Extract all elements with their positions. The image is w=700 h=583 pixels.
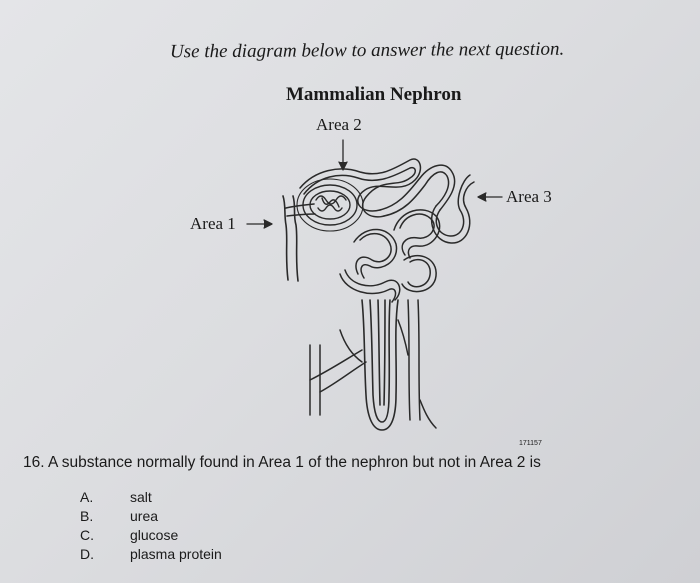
arrow-area-2 (339, 140, 347, 170)
choice-text: glucose (130, 527, 179, 543)
choice-text: plasma protein (130, 546, 222, 562)
choice-c[interactable] (80, 527, 280, 546)
choice-letter: B. (80, 508, 94, 524)
answer-choices (80, 489, 280, 565)
choice-letter: A. (80, 489, 94, 505)
arrow-area-3 (478, 193, 502, 201)
label-area-2: Area 2 (316, 115, 362, 134)
choice-a[interactable] (80, 489, 280, 508)
choice-text: urea (130, 508, 159, 524)
choice-letter: D. (80, 546, 94, 562)
label-area-3: Area 3 (506, 187, 552, 206)
question-text: 16. A substance normally found in Area 1 of the nephron but not in Area 2 is (23, 454, 541, 471)
label-area-1: Area 1 (190, 214, 236, 233)
instruction-text: Use the diagram below to answer the next question. (169, 38, 565, 63)
choice-letter: C. (80, 527, 94, 543)
loop-of-henle (362, 300, 398, 430)
item-code: 171157 (519, 440, 542, 447)
distal-tubule (340, 210, 440, 302)
choice-d[interactable] (80, 546, 280, 565)
choice-text: salt (130, 489, 152, 505)
diagram-title: Mammalian Nephron (286, 84, 462, 105)
arrow-area-1 (247, 220, 272, 228)
choice-b[interactable] (80, 508, 280, 527)
